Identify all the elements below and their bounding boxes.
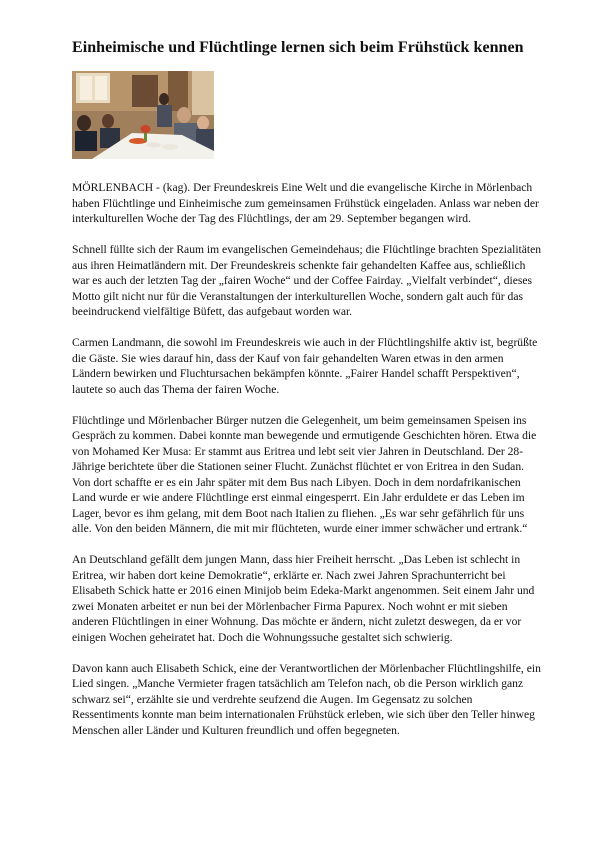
article-paragraph: Davon kann auch Elisabeth Schick, eine der Verantwortlichen der Mörlenbacher Flüchtlingshilfe, ein Lied singen. „Manche Vermieter fragen tatsächlich am Telefon nach, ob die Person wirklich ganz schwarz sei“, erzählte sie und verdrehte seufzend die Augen. Im Gegensatz zu solchen Ressentiments konnte man beim internationalen Frühstück erleben, wie sich über den Teller hinweg Menschen aller Länder und Kulturen freundlich und offen begegneten.: [72, 661, 541, 737]
article-headline: Einheimische und Flüchtlinge lernen sich beim Frühstück kennen: [72, 39, 524, 56]
photo-breakfast-scene-icon: [72, 71, 214, 159]
article-body: [72, 180, 542, 754]
article-paragraph: An Deutschland gefällt dem jungen Mann, dass hier Freiheit herrscht. „Das Leben ist schlecht in Eritrea, wir haben dort keine Demokratie“, erklärte er. Nach zwei Jahren Sprachunterricht bei Elisabeth Schick hatte er 2016 einen Minijob beim Edeka-Markt angenommen. Seit einem Jahr und zwei Monaten arbeitet er nun bei der Mörlenbacher Firma Papurex. Noch wohnt er mit sieben anderen Flüchtlingen in einer Wohnung. Das möchte er ändern, nicht zuletzt deswegen, da er vor einigen Wochen geheiratet hat. Doch die Wohnungssuche gestaltet sich schwierig.: [72, 553, 535, 644]
article-paragraph: Carmen Landmann, die sowohl im Freundeskreis wie auch in der Flüchtlingshilfe aktiv ist, begrüßte die Gäste. Sie wies darauf hin, dass der Kauf von fair gehandelten Waren etwas in den armen Ländern bewirken und Fluchtursachen bekämpfen könnte. „Fairer Handel schafft Perspektiven“, lautete so auch das Thema der fairen Woche.: [72, 336, 538, 396]
article-paragraph: Schnell füllte sich der Raum im evangelischen Gemeindehaus; die Flüchtlinge brachten Spezialitäten aus ihren Heimatländern mit. Der Freundeskreis schenkte fair gehandelten Kaffee aus, schließlich war es auch der letzten Tag der „fairen Woche“ und der Coffee Fairday. „Vielfalt verbindet“, dieses Motto gilt nicht nur für die Veranstaltungen der interkulturellen Woche, sondern galt auch für das beeindruckend vielfältige Büfett, das aufgebaut worden war.: [72, 243, 542, 318]
article-paragraph: Flüchtlinge und Mörlenbacher Bürger nutzen die Gelegenheit, um beim gemeinsamen Speisen ins Gespräch zu kommen. Dabei konnte man bewegende und ermutigende Geschichten hören. Etwa die von Mohamed Ker Musa: Er stammt aus Eritrea und lebt seit vier Jahren in Deutschland. Der 28-Jährige berichtete über die Stationen seiner Flucht. Zunächst flüchtet er von Eritrea in den Sudan. Von dort schaffte er es ein Jahr später mit dem Bus nach Libyen. Doch in dem nordafrikanischen Land wurde er wie andere Flüchtlinge erst einmal eingesperrt. Ein Jahr erduldete er das Leben im Lager, bevor es ihm gelang, mit dem Boot nach Italien zu fliehen. „Es war sehr gefährlich für uns alle. Von den beiden Männern, die mit mir flüchteten, wurde einer immer schwächer und ertrank.“: [72, 413, 537, 535]
article-photo: [72, 71, 214, 159]
article-paragraph: MÖRLENBACH - (kag). Der Freundeskreis Eine Welt und die evangelische Kirche in Mörlenbach haben Flüchtlinge und Einheimische zum gemeinsamen Frühstück eingeladen. Anlass war neben der interkulturellen Woche der Tag des Flüchtlings, der am 29. September begangen wird.: [72, 181, 539, 225]
